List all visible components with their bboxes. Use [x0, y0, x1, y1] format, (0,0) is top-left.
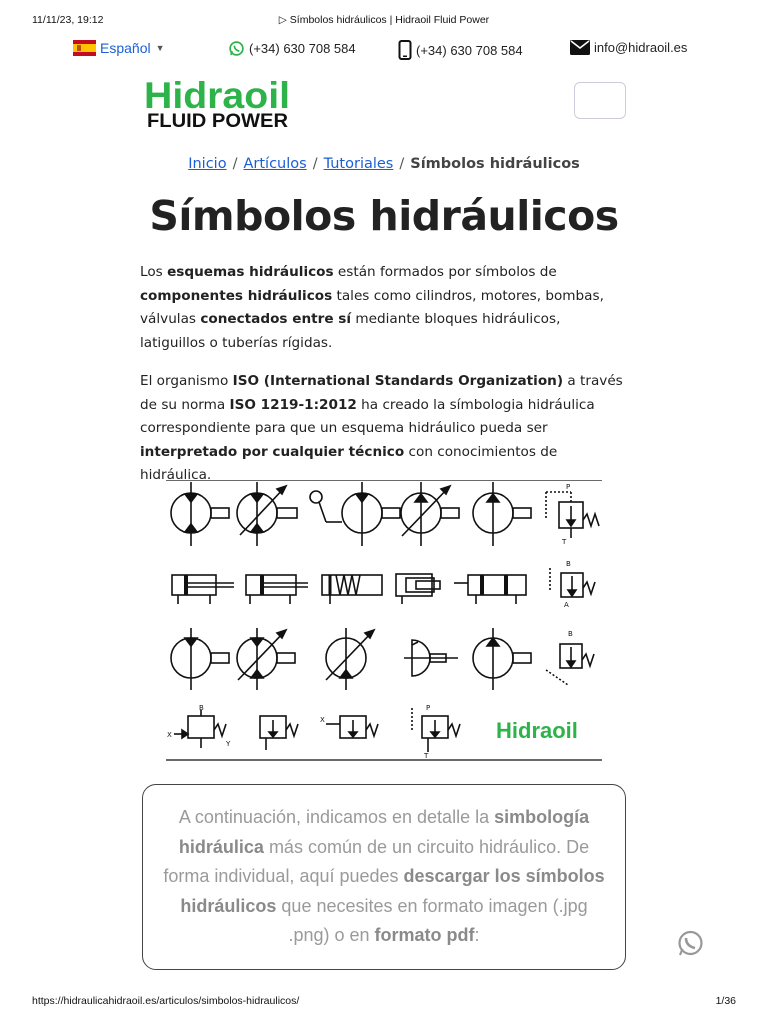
- caret-down-icon: ▼: [155, 43, 165, 53]
- envelope-icon: [570, 40, 590, 55]
- whatsapp-contact-link[interactable]: [228, 40, 356, 57]
- svg-text:T: T: [562, 538, 567, 546]
- whatsapp-icon: [228, 40, 245, 57]
- logo-brand-text: Hidraoil: [144, 75, 290, 116]
- email-address: info@hidraoil.es: [594, 40, 688, 55]
- breadcrumb: Inicio / Artículos / Tutoriales / Símbolos hidráulicos: [188, 156, 580, 172]
- print-page-number: 1/36: [715, 995, 736, 1007]
- svg-text:P: P: [426, 704, 431, 712]
- variable-motor-icon: [237, 482, 297, 546]
- svg-text:X: X: [320, 716, 325, 724]
- pressure-control-valve-x-icon: [167, 704, 231, 748]
- breadcrumb-current: Símbolos hidráulicos: [410, 156, 580, 172]
- symbols-watermark-logo: Hidraoil: [496, 718, 578, 743]
- hydraulic-pump-icon: [473, 482, 531, 546]
- variable-bidirectional-motor-icon: [237, 628, 295, 690]
- pressure-control-valve-3-icon: [320, 716, 378, 738]
- breadcrumb-home-link[interactable]: Inicio: [188, 156, 227, 172]
- fixed-pump-icon: [473, 628, 531, 690]
- variable-pump-icon: [401, 482, 459, 546]
- page-title: Símbolos hidráulicos: [149, 192, 619, 240]
- logo-tagline-text: FLUID POWER: [147, 111, 289, 130]
- sequence-valve-icon: [546, 630, 594, 685]
- double-acting-cylinder-icon: [172, 575, 234, 604]
- hydraulic-symbols-image: [166, 480, 602, 761]
- breadcrumb-articles-link[interactable]: Artículos: [243, 156, 307, 172]
- double-rod-cylinder-icon: [246, 575, 308, 604]
- print-datetime: 11/11/23, 19:12: [32, 14, 104, 26]
- language-label: Español: [100, 40, 151, 56]
- svg-text:A: A: [564, 601, 569, 609]
- pressure-reducing-valve-icon: [550, 560, 595, 609]
- pressure-control-valve-2-icon: [260, 716, 298, 750]
- hydraulic-motor-bidirectional-icon: [171, 482, 229, 546]
- variable-motor-2-icon: [326, 628, 374, 690]
- print-document-title: ▷ Símbolos hidráulicos | Hidraoil Fluid Power: [278, 14, 490, 26]
- whatsapp-phone: (+34) 630 708 584: [249, 41, 356, 56]
- unidirectional-motor-icon: [171, 628, 229, 690]
- svg-text:X: X: [167, 731, 172, 739]
- breadcrumb-tutorials-link[interactable]: Tutoriales: [323, 156, 394, 172]
- svg-text:P: P: [566, 483, 571, 491]
- spain-flag-icon: [73, 40, 96, 56]
- top-contact-bar: [0, 38, 768, 62]
- svg-text:Y: Y: [226, 740, 231, 748]
- pressure-relief-valve-icon: [546, 483, 599, 546]
- info-callout-box: A continuación, indicamos en detalle la simbología hidráulica más común de un circuito hidráulico. De forma individual, aquí puedes descargar los símbolos hidráulicos que necesites en formato imagen (.jpg .png) o en formato pdf:: [142, 784, 626, 970]
- email-contact-link[interactable]: [570, 40, 687, 55]
- tandem-cylinder-icon: [454, 575, 526, 604]
- spring-cylinder-icon: [322, 575, 382, 604]
- telescopic-cylinder-icon: [396, 574, 440, 604]
- floating-whatsapp-button[interactable]: [676, 929, 705, 962]
- menu-toggle-button[interactable]: [574, 82, 626, 119]
- print-footer-url: https://hidraulicahidraoil.es/articulos/simbolos-hidraulicos/: [32, 995, 300, 1007]
- svg-text:B: B: [566, 560, 571, 568]
- intro-paragraph-2: El organismo ISO (International Standards Organization) a través de su norma ISO 1219-1:2012 ha creado la símbologia hidráulica correspondiente para que un esquema hidráulico pueda ser interpretado por cualquier técnico con conocimientos de hidráulica.: [140, 373, 623, 483]
- oscillating-motor-icon: [310, 482, 400, 546]
- mobile-phone-icon: [398, 40, 412, 60]
- whatsapp-icon: [676, 929, 705, 958]
- site-logo[interactable]: [144, 74, 294, 130]
- svg-text:T: T: [424, 752, 429, 760]
- language-selector[interactable]: [73, 40, 165, 56]
- svg-text:B: B: [199, 704, 204, 712]
- phone-contact-link[interactable]: [398, 40, 523, 60]
- intro-paragraph-1: Los esquemas hidráulicos están formados por símbolos de componentes hidráulicos tales como cilindros, motores, bombas, válvulas conectados entre sí mediante bloques hidráulicos, latiguillos o tuberías rígidas.: [140, 264, 604, 351]
- semi-rotary-actuator-icon: [404, 640, 458, 676]
- svg-text:B: B: [568, 630, 573, 638]
- mobile-phone: (+34) 630 708 584: [416, 42, 523, 58]
- pressure-control-valve-4-icon: [412, 704, 460, 760]
